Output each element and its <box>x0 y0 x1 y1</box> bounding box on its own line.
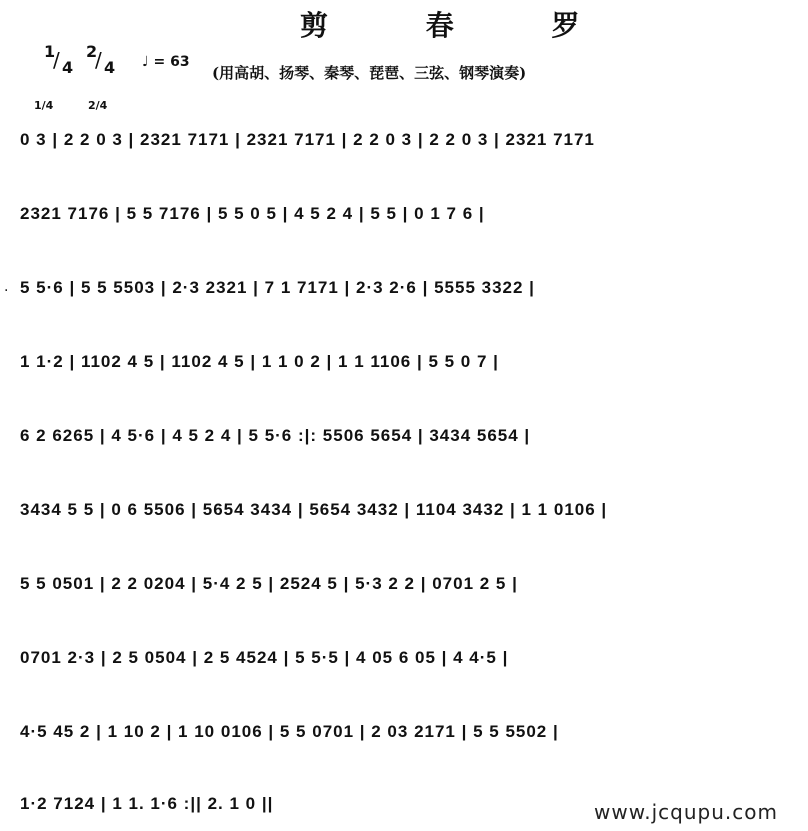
small-time-signature-2: 2/4 <box>88 99 108 112</box>
watermark: www.jcqupu.com <box>594 800 778 824</box>
page-title: 剪 春 罗 <box>300 9 624 42</box>
score-line-9: 4·5 45 2 | 1 10 2 | 1 10 0106 | 5 5 0701 | 2 03 2171 | 5 5 5502 | <box>20 722 559 741</box>
time-signature-slash: / <box>95 48 102 72</box>
time-signature-first-numerator: 1 <box>44 42 56 61</box>
time-signature-first <box>44 44 74 78</box>
score-line-8: 0701 2·3 | 2 5 0504 | 2 5 4524 | 5 5·5 | 4 05 6 05 | 4 4·5 | <box>20 648 509 667</box>
instrumentation-note: (用高胡、扬琴、秦琴、琵琶、三弦、钢琴演奏) <box>212 64 527 82</box>
score-line-10: 1·2 7124 | 1 1. 1·6 :|| 2. 1 0 || <box>20 794 274 813</box>
time-signature-first-denominator: 4 <box>62 58 74 77</box>
score-line-2: 2321 7176 | 5 5 7176 | 5 5 0 5 | 4 5 2 4 | 5 5 | 0 1 7 6 | <box>20 204 485 223</box>
time-signature-slash: / <box>53 48 60 72</box>
score-line-5: 6 2 6265 | 4 5·6 | 4 5 2 4 | 5 5·6 :|: 5506 5654 | 3434 5654 | <box>20 426 531 445</box>
tempo-marking: ♩ = 63 <box>142 54 190 70</box>
score-line-7: 5 5 0501 | 2 2 0204 | 5·4 2 5 | 2524 5 | 5·3 2 2 | 0701 2 5 | <box>20 574 518 593</box>
margin-dot: · <box>4 283 9 299</box>
time-signature-second-denominator: 4 <box>104 58 116 77</box>
score-line-6: 3434 5 5 | 0 6 5506 | 5654 3434 | 5654 3432 | 1104 3432 | 1 1 0106 | <box>20 500 608 519</box>
time-signature-second <box>86 44 116 78</box>
small-time-signature-1: 1/4 <box>34 99 54 112</box>
score-line-4: 1 1·2 | 1102 4 5 | 1102 4 5 | 1 1 0 2 | 1 1 1106 | 5 5 0 7 | <box>20 352 499 371</box>
score-line-1: 0 3 | 2 2 0 3 | 2321 7171 | 2321 7171 | 2 2 0 3 | 2 2 0 3 | 2321 7171 <box>20 130 595 149</box>
time-signature-second-numerator: 2 <box>86 42 98 61</box>
score-line-3: 5 5·6 | 5 5 5503 | 2·3 2321 | 7 1 7171 | 2·3 2·6 | 5555 3322 | <box>20 278 535 297</box>
